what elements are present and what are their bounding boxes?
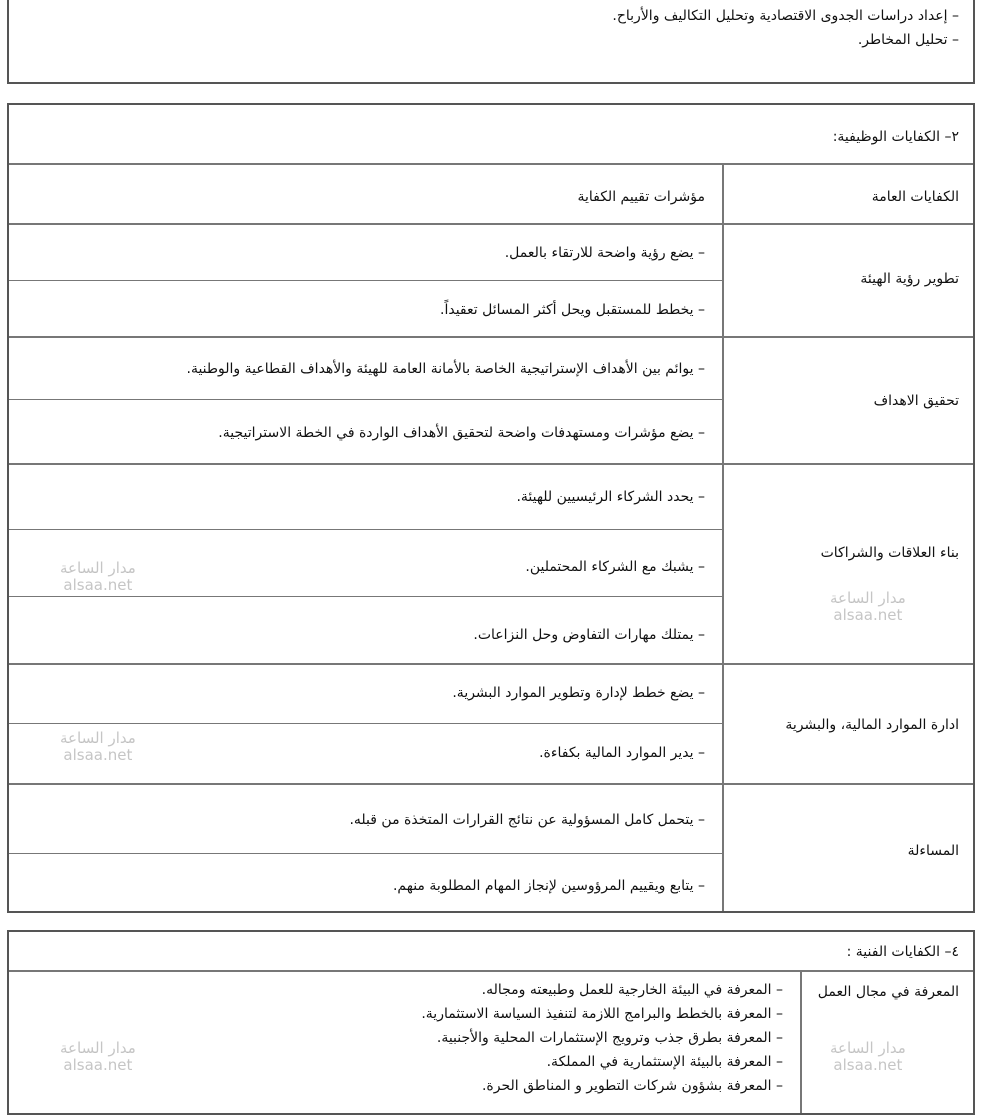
technical-competencies-table xyxy=(7,930,975,1115)
indicator: – يشبك مع الشركاء المحتملين. xyxy=(525,559,705,575)
column-header-general: الكفايات العامة xyxy=(871,189,959,205)
top-item: – تحليل المخاطر. xyxy=(857,32,959,48)
watermark xyxy=(60,560,136,594)
watermark-en: alsaa.net xyxy=(63,1056,133,1074)
indicator: – يضع مؤشرات ومستهدفات واضحة لتحقيق الأهداف الواردة في الخطة الاستراتيجية. xyxy=(218,425,705,441)
indicator: – يوائم بين الأهداف الإستراتيجية الخاصة بالأمانة العامة للهيئة والأهداف القطاعية والوطنية. xyxy=(186,361,705,377)
indicator: – يحدد الشركاء الرئيسيين للهيئة. xyxy=(516,489,705,505)
watermark xyxy=(830,590,906,624)
section-title: ٤– الكفايات الفنية : xyxy=(846,944,959,960)
watermark-en: alsaa.net xyxy=(63,576,133,594)
watermark-en: alsaa.net xyxy=(833,1056,903,1074)
competency-name: تحقيق الاهداف xyxy=(873,393,959,409)
watermark xyxy=(60,730,136,764)
section-title: ٢– الكفايات الوظيفية: xyxy=(832,129,959,145)
competency-name: تطوير رؤية الهيئة xyxy=(860,271,959,287)
watermark-en: alsaa.net xyxy=(63,746,133,764)
watermark xyxy=(60,1040,136,1074)
indicator: – يتابع ويقييم المرؤوسين لإنجاز المهام المطلوبة منهم. xyxy=(392,878,705,894)
column-header-indicators: مؤشرات تقييم الكفاية xyxy=(577,189,705,205)
watermark-en: alsaa.net xyxy=(833,606,903,624)
technical-item: – المعرفة بشؤون شركات التطوير و المناطق الحرة. xyxy=(481,1078,783,1094)
watermark-ar: مدار الساعة xyxy=(60,729,136,747)
competency-name: بناء العلاقات والشراكات xyxy=(820,545,959,561)
watermark-ar: مدار الساعة xyxy=(60,559,136,577)
top-section-box xyxy=(7,0,975,84)
technical-item: – المعرفة بالبيئة الإستثمارية في المملكة. xyxy=(546,1054,783,1070)
indicator: – يضع خطط لإدارة وتطوير الموارد البشرية. xyxy=(452,685,705,701)
technical-item: – المعرفة بالخطط والبرامج اللازمة لتنفيذ السياسة الاستثمارية. xyxy=(421,1006,783,1022)
top-item: – إعداد دراسات الجدوى الاقتصادية وتحليل التكاليف والأرباح. xyxy=(612,8,959,24)
watermark xyxy=(830,1040,906,1074)
indicator: – يخطط للمستقبل ويحل أكثر المسائل تعقيداً. xyxy=(440,302,705,318)
technical-area: المعرفة في مجال العمل xyxy=(817,984,959,1000)
technical-item: – المعرفة بطرق جذب وترويج الإستثمارات المحلية والأجنبية. xyxy=(436,1030,783,1046)
watermark-ar: مدار الساعة xyxy=(60,1039,136,1057)
indicator: – يتحمل كامل المسؤولية عن نتائج القرارات المتخذة من قبله. xyxy=(349,812,705,828)
competency-name: المساءلة xyxy=(907,843,959,859)
watermark-ar: مدار الساعة xyxy=(830,589,906,607)
indicator: – يضع رؤية واضحة للارتقاء بالعمل. xyxy=(504,245,705,261)
indicator: – يدير الموارد المالية بكفاءة. xyxy=(539,745,705,761)
competency-name: ادارة الموارد المالية، والبشرية xyxy=(785,717,959,733)
indicator: – يمتلك مهارات التفاوض وحل النزاعات. xyxy=(473,627,705,643)
watermark-ar: مدار الساعة xyxy=(830,1039,906,1057)
functional-competencies-table xyxy=(7,103,975,913)
technical-item: – المعرفة في البيئة الخارجية للعمل وطبيعته ومجاله. xyxy=(481,982,783,998)
